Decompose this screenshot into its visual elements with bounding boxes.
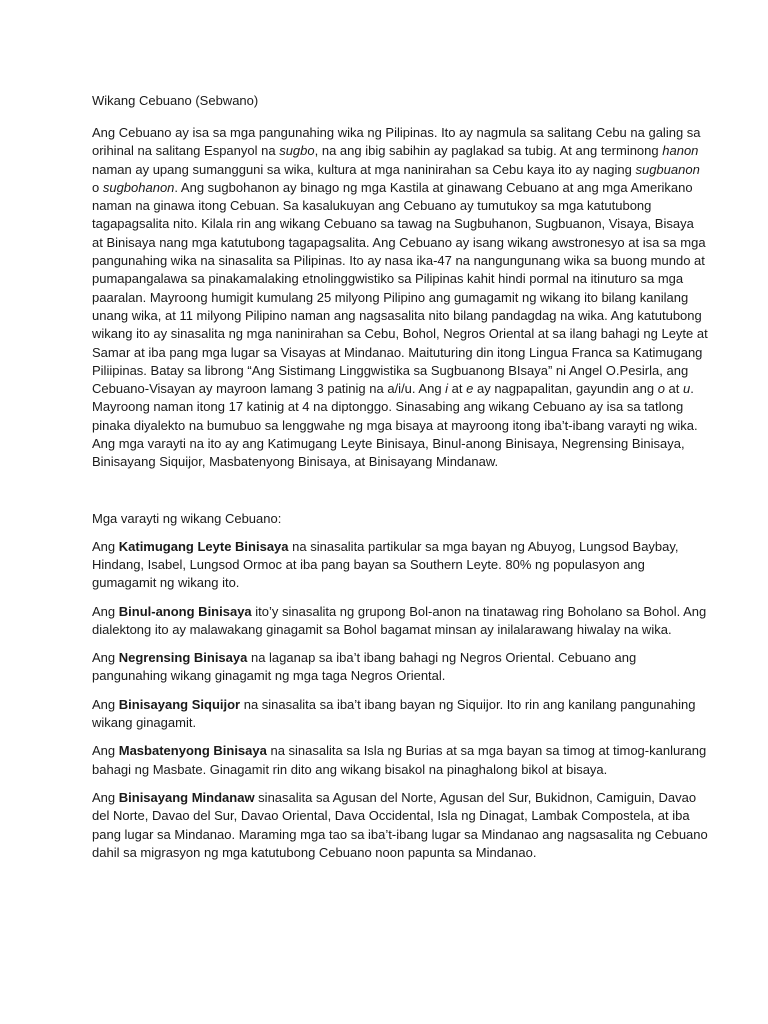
document-title: Wikang Cebuano (Sebwano)	[92, 93, 259, 108]
variety-name: Masbatenyong Binisaya	[118, 743, 267, 759]
variety-name: Katimugang Leyte Binisaya	[118, 538, 289, 554]
intro-paragraph	[92, 124, 708, 472]
term-e: e	[466, 381, 474, 397]
variety-prefix: Ang	[92, 650, 119, 666]
term-hanon: hanon	[662, 143, 699, 159]
variety-text: na laganap sa iba’t ibang bahagi ng Negros Oriental. Cebuano ang pangunahing wikang ginagamit ng mga taga Negros Oriental.	[92, 650, 637, 684]
intro-text: at	[664, 381, 684, 397]
intro-text: , na ang ibig sabihin ay paglakad sa tubig. At ang terminong	[314, 143, 663, 159]
variety-name: Binisayang Siquijor	[118, 696, 241, 712]
variety-prefix: Ang	[92, 603, 119, 619]
variety-name: Binisayang Mindanaw	[118, 789, 255, 805]
variety-prefix: Ang	[92, 696, 119, 712]
variety-text: sinasalita sa Agusan del Norte, Agusan del Sur, Bukidnon, Camiguin, Davao del Norte, Davao del Sur, Davao Oriental, Dava Occidental, Isla ng Dinagat, Lambak Compostela, at iba pang lugar sa Mindanao. Maraming mga tao sa iba’t-ibang lugar sa Mindanao ang nagsasalita ng Cebuano dahil sa migrasyon ng mga katutubong Cebuano noon papunta sa Mindanao.	[92, 789, 708, 860]
intro-text: naman ay upang sumangguni sa wika, kultura at mga naninirahan sa Cebu kaya ito ay naging	[92, 161, 636, 177]
variety-text: na sinasalita sa iba’t ibang bayan ng Siquijor. Ito rin ang kanilang pangunahing wikang ginagamit.	[92, 696, 696, 731]
varieties-heading: Mga varayti ng wikang Cebuano:	[92, 510, 282, 526]
term-u: u	[683, 381, 691, 397]
variety-paragraph	[92, 789, 708, 862]
term-sugbuanon: sugbuanon	[635, 161, 700, 177]
variety-text: na sinasalita sa Isla ng Burias at sa mga bayan sa timog at timog-kanlurang bahagi ng Masbate. Ginagamit rin dito ang wikang bisakol na pinaghalong bikol at bisaya.	[92, 743, 707, 777]
intro-text: at	[448, 381, 467, 397]
variety-prefix: Ang	[92, 789, 119, 805]
intro-text: o	[92, 179, 103, 195]
term-sugbohanon: sugbohanon	[102, 179, 175, 195]
variety-text: na sinasalita partikular sa mga bayan ng Abuyog, Lungsod Baybay, Hindang, Isabel, Lungsod Ormoc at iba pang bayan sa Southern Leyte. 80% ng populasyon ang gumagamit ng wikang ito.	[92, 538, 679, 591]
variety-prefix: Ang	[92, 538, 119, 554]
variety-paragraph	[92, 696, 708, 733]
term-sugbo: sugbo	[279, 143, 315, 159]
variety-paragraph	[92, 742, 708, 779]
variety-name: Negrensing Binisaya	[118, 650, 248, 666]
variety-text: ito’y sinasalita ng grupong Bol-anon na tinatawag ring Boholano sa Bohol. Ang dialektong ito ay malawakang ginagamit sa Bohol bagamat minsan ay inilalarawang hiwalay na wika.	[92, 603, 707, 637]
intro-text: Ang Cebuano ay isa sa mga pangunahing wika ng Pilipinas. Ito ay nagmula sa salitang Cebu na galing sa orihinal na salitang Espanyol na	[92, 125, 701, 159]
intro-text: . Ang sugbohanon ay binago ng mga Kastila at ginawang Cebuano at ang mga Amerikano naman na ginawa itong Cebuan. Sa kasalukuyan ang Cebuano ay tumutukoy sa mga katutubong tagapagsalita nito. Kilala rin ang wikang Cebuano sa tawag na Sugbuhanon, Sugbuanon, Visaya, Bisaya at Binisaya nang mga katutubong tagapagsalita. Ang Cebuano ay isang wikang awstronesyo at isa sa mga pangunahing wika na sinasalita sa Pilipinas. Ito ay nasa ika-47 na nangungunang wika sa buong mundo at pumapangalawa sa pinakamalaking etnolinggwistiko sa Pilipinas kahit hindi pormal na itinuturo sa mga paaralan. Mayroong humigit kumulang 25 milyong Pilipino ang gumagamit ng wikang ito bilang kanilang unang wika, at 11 milyong Pilipino naman ang nagsasalita nito bilang pandagdag na wika. Ang katutubong wikang ito ay sinasalita ng mga naninirahan sa Cebu, Bohol, Negros Oriental at sa ilang bahagi ng Leyte at Samar at iba pang mga lugar sa Visayas at Mindanao. Maituturing din itong Lingua Franca sa Katimugang Piliipinas. Batay sa librong “Ang Sistimang Linggwistika sa Sugbuanong BIsaya” ni Angel O.Pesirla, ang Cebuano-Visayan ay mayroon lamang 3 patinig na a/i/u. Ang	[92, 179, 708, 397]
variety-paragraph	[92, 603, 708, 640]
variety-paragraph	[92, 538, 708, 593]
term-o: o	[657, 381, 665, 397]
variety-paragraph	[92, 649, 708, 686]
variety-name: Binul-anong Binisaya	[118, 603, 252, 619]
intro-text: ay nagpapalitan, gayundin ang	[473, 381, 658, 397]
term-i: i	[445, 381, 449, 397]
variety-prefix: Ang	[92, 743, 119, 759]
intro-text: . Mayroong naman itong 17 katinig at 4 na diptonggo. Sinasabing ang wikang Cebuano ay isa sa tatlong pinaka diyalekto na bumubuo sa lenggwahe ng mga bisaya at mayroong itong iba’t-ibang varayti ng wika. Ang mga varayti na ito ay ang Katimugang Leyte Binisaya, Binul-anong Binisaya, Negrensing Binisaya, Binisayang Siquijor, Masbatenyong Binisaya, at Binisayang Mindanaw.	[92, 381, 698, 470]
